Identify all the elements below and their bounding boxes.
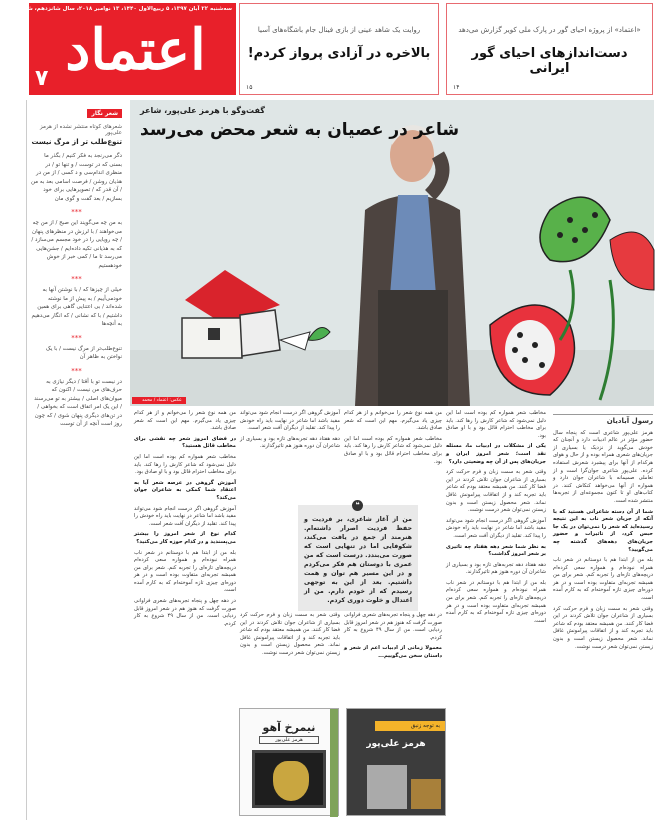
answer: من همه نوع شعر را می‌خوانم و از هر کدام چیزی یاد می‌گیرم. مهم این است که شعر صادق باشد. [344, 410, 442, 432]
cover-pattern [411, 779, 441, 809]
answer: وقتی شعر به سمت زبان و فرم حرکت کرد بسیاری از شاعران جوان تلاش کردند در این فضا کار کنند. من همیشه معتقد بودم که شاعر باید تجربه کند و از اتفاقات پیرامونش غافل نماند. شعر محصول زیستن است و بدون زیستن نمی‌توان شعر درست نوشت. [240, 612, 340, 656]
answer: مخاطب شعر همواره کم بوده است اما این دلیل نمی‌شود که شاعر کارش را رها کند. باید برای مخاطب احترام قائل بود و با او صادق بود. [446, 410, 546, 439]
answer: در دهه چهل و پنجاه تجربه‌های شعری فراوانی صورت گرفت که هنوز هم در شعر امروز قابل ردیابی است. من از سال ۴۹ شروع به کار کردم. [344, 612, 442, 641]
byline: رسول آبادیان [553, 414, 653, 426]
question: به نظر شما شعر دهه هفتاد چه تاثیری بر شعر امروز گذاشت؟ [446, 543, 546, 558]
teaser-kicker: روایت یک شاهد عینی از بازی فینال جام باشگاه‌های آسیا [257, 26, 421, 34]
book-title: نیمرخ آهو [262, 721, 316, 734]
book-cover-nimrokh-ahoo [239, 708, 339, 816]
photo-credit: عکس: اعتماد / محمد [132, 397, 186, 404]
question: معمولا زمانی از ادبیات اعم از شعر و داستان سخن می‌گوییم... [344, 645, 442, 659]
article-intro: هرمز علی‌پور شاعری است که پنجاه سال حضور مؤثر در عالم ادبیات دارد و آنچنان که خودش می‌گوید از نزدیک یا بسیاری از جریان‌های شعری همراه بوده و از حال و هوای هرکدام از آنها برای پیشبرد شعرش استفاده کرده. علی‌پور شاعری جوان‌گرا است و از تعاملی صمیمانه با شاعران جوان دارد و همواره از آنها می‌خواهد کنکاش کنند. در کتاب‌های او تا کنون مجموعه‌ای از تجربه‌ها منتشر شده است. [553, 429, 653, 504]
answer: بله من از ابتدا هم با دوستانم در شعر ناب همراه نبوده‌ام و همواره سعی کرده‌ام دریچه‌های تازه‌ای را تجربه کنم. شعر برای من همیشه تجربه‌ای متفاوت بوده است و در هر دوره‌ای چیزی تازه آموخته‌ام که به کارم آمده است. [446, 579, 546, 624]
answer: مخاطب شعر همواره کم بوده است اما این دلیل نمی‌شود که شاعر کارش را رها کند. باید برای مخاطب احترام قائل بود و با او صادق بود. [344, 435, 442, 465]
section-tag: شعر نگار [87, 109, 122, 118]
book-series: به توجه زنبق [375, 721, 445, 731]
answer: وقتی شعر به سمت زبان و فرم حرکت کرد بسیاری از شاعران جوان تلاش کردند در این فضا کار کنند. من همیشه معتقد بودم که شاعر باید تجربه کند و از اتفاقات پیرامونش غافل نماند. شعر محصول زیستن است و بدون زیستن نمی‌توان شعر درست نوشت. [553, 605, 653, 650]
teaser-kicker: «اعتماد» از پروژه احیای گور در پارک ملی کویر گزارش می‌دهد [458, 26, 641, 34]
answer: من همه نوع شعر را می‌خوانم و از هر کدام چیزی یاد می‌گیرم. مهم این است که شعر صادق باشد. [134, 410, 236, 432]
separator: *** [71, 333, 82, 342]
question: شما از آن دسته شاعرانی هستید که با آنکه از جریان شعر ناب به این نتیجه رسیده‌اید که شعر را نمی‌توان در یک جا حبس کرد، از تاثیرات و حضور جریان‌های دهه‌های گذشته چه می‌گویید؟ [553, 508, 653, 553]
answer: آموزش گروهی اگر درست انجام شود می‌تواند مفید باشد اما شاعر در نهایت باید راه خودش را پیدا کند. تقلید از دیگران آفت شعر است. [134, 505, 236, 527]
question: آموزش گروهی در عرصه شعر آیا به اعتقاد شما کمکی به شاعران جوان می‌کند؟ [134, 479, 236, 501]
answer: بله من از ابتدا هم با دوستانم در شعر ناب همراه نبوده‌ام و همواره سعی کرده‌ام دریچه‌های تازه‌ای را تجربه کنم. شعر برای من همیشه تجربه‌ای متفاوت بوده است و در هر دوره‌ای چیزی تازه آموخته‌ام که به کارم آمده است. [134, 549, 236, 594]
question: کدام نوع از شعر امروز را بیشتر می‌پسندید و در کدام حوزه کار می‌کنید؟ [134, 531, 236, 545]
answer: در دهه چهل و پنجاه تجربه‌های شعری فراوانی صورت گرفت که هنوز هم در شعر امروز قابل ردیابی است. من از سال ۴۹ شروع به کار کردم. [134, 598, 236, 627]
date-line: سه‌شنبه ۲۲ آبان ۱۳۹۷، ۵ ربیع‌الاول ۱۴۴۰، ۱۳ نوامبر ۲۰۱۸، سال شانزدهم، شماره ۴۲۴۰ [0, 6, 232, 12]
answer: وقتی شعر به سمت زبان و فرم حرکت کرد بسیاری از شاعران جوان تلاش کردند در این فضا کار کنند. من همیشه معتقد بودم که شاعر باید تجربه کند و از اتفاقات پیرامونش غافل نماند. شعر محصول زیستن است و بدون زیستن نمی‌توان شعر درست نوشت. [446, 469, 546, 514]
poems-column [26, 100, 126, 820]
teaser-headline: دست‌اندازهای احیای گور ایرانی [471, 46, 628, 76]
article-column-5 [134, 410, 236, 820]
pull-quote-text: من از آغاز شاعری، بر فردیت و حفظ فردیت اصرار داشته‌ام. هنرمند از جمع در یافت می‌کند، شکوفایی اما در تنهایی است که صورت می‌بندد. درست است که من عمری با دوستان هم فکر می‌کردم و در این مسیر هم توان و همت داشتیم. بعد از این به توجهی رسیدم که از خودم دارم. من از اعتدال و خلوت دوری کردم. [304, 516, 412, 604]
deer-image [252, 750, 326, 808]
author-portrait [367, 765, 407, 809]
article-column-3b [344, 612, 442, 707]
separator: *** [71, 366, 82, 375]
quote-icon: ❝ [352, 500, 363, 511]
question: یکی از مشکلات در ادبیات ما، مسئله نقد است؛ شعر امروز ایران و جریان‌های پس از آن چه وضعیتی دارد؟ [446, 443, 546, 465]
article-column-2 [446, 410, 546, 820]
poem: دگر می‌رنجد به فکر کنیم / بگذر ما بسنی که در توست / و تنها تو / در منظری اندام‌سی و د کسی / از من در هذیان روشن / فرصت اسامی بعد به من / آن قدر که / تصویرهایی برای خود بسازیم / بعد گفت و گوی مان [31, 153, 122, 202]
poems-headline: تنوع‌طلب تر از مرگ نیست [31, 138, 122, 146]
teaser-page: ۱۵ [246, 84, 253, 91]
answer: مخاطب شعر همواره کم بوده است اما این دلیل نمی‌شود که شاعر کارش را رها کند. باید برای مخاطب احترام قائل بود و با او صادق بود. [134, 453, 236, 476]
separator: *** [71, 208, 82, 216]
feature-kicker: گفت‌وگو با هرمز علی‌پور، شاعر [140, 106, 265, 115]
page-number: ۷ [35, 66, 49, 91]
article-column-1 [553, 410, 653, 820]
teaser-headline: بالاخره در آزادی پرواز کردم! [247, 46, 431, 61]
feature-photo [130, 100, 654, 406]
book-title: هرمز علی‌پور [366, 739, 426, 749]
article-column-3 [344, 410, 442, 502]
article-column-4 [240, 410, 340, 502]
teaser-gour[interactable] [446, 3, 653, 95]
poet-photo-illustration [130, 100, 654, 406]
book-cover-hormoz-alipour [346, 708, 446, 816]
answer: آموزش گروهی اگر درست انجام شود می‌تواند مفید باشد اما شاعر در نهایت باید راه خودش را پیدا کند. تقلید از دیگران آفت شعر است. [446, 517, 546, 539]
poem: در نیست تو با آقتا / دیگر نیازی به حرف‌های من نیست / اکنون که میوان‌های اصلی / بیشتر به تو می‌رسند / این یک امر اتفاق است که بخواهی / در تن‌های دیگری پنهان شوی / که چون روز است آنچه از آن توست [34, 378, 122, 427]
masthead [0, 3, 236, 95]
question: در فضای امروز شعر چه نقشی برای مخاطب قائل هستید؟ [134, 435, 236, 450]
answer: دهه هفتاد دهه تجربه‌های تازه بود و بسیاری از شاعران آن دوره هنوز هم تاثیرگذارند. [240, 435, 340, 450]
book-author: هرمز علی‌پور [259, 736, 319, 744]
poem: تنوع‌طلب‌تر از مرگ نیست / با یک نواختن به ظاهر آن [45, 345, 122, 360]
teaser-page: ۱۴ [453, 84, 460, 91]
poem: به من چه می‌گویند این صبح / از من چه می‌خواهند / با لرزش در منظرهای پنهان / چه رویایی را در خود مجسم می‌سازد / که به هذیانی تکیه داده‌ایم / جشن‌هایی می‌رسد تا ما / کمی خبر از خوش خودهستیم [31, 220, 122, 269]
pull-quote [298, 501, 418, 611]
feature-headline: شاعر در عصیان به شعر محض می‌رسد [140, 120, 460, 140]
newspaper-logo: اعتماد [65, 17, 206, 83]
teaser-football[interactable] [239, 3, 439, 95]
answer: بله من از ابتدا هم با دوستانم در شعر ناب همراه نبوده‌ام و همواره سعی کرده‌ام دریچه‌های تازه‌ای را تجربه کنم. شعر برای من همیشه تجربه‌ای متفاوت بوده است و در هر دوره‌ای چیزی تازه آموخته‌ام که به کارم آمده است. [553, 557, 653, 602]
answer: آموزش گروهی اگر درست انجام شود می‌تواند مفید باشد اما شاعر در نهایت باید راه خودش را پیدا کند. تقلید از دیگران آفت شعر است. [240, 410, 340, 432]
article-column-4b [240, 612, 340, 707]
poem: خیلی از چیزها که / با نوشتن آنها به خودمی‌آییم / به پیش از ما نوشته شده‌اند / بی اعتنایی گاهی برای همین داشتیم / با که نشانی / که انگار می‌دهیم به آنچه‌ها [31, 287, 122, 327]
separator: *** [71, 275, 82, 283]
poems-kicker: شعرهای کوتاه منتشر نشده از هرمز علی‌پور [40, 124, 122, 136]
answer: دهه هفتاد دهه تجربه‌های تازه بود و بسیاری از شاعران آن دوره هنوز هم تاثیرگذارند. [446, 561, 546, 576]
